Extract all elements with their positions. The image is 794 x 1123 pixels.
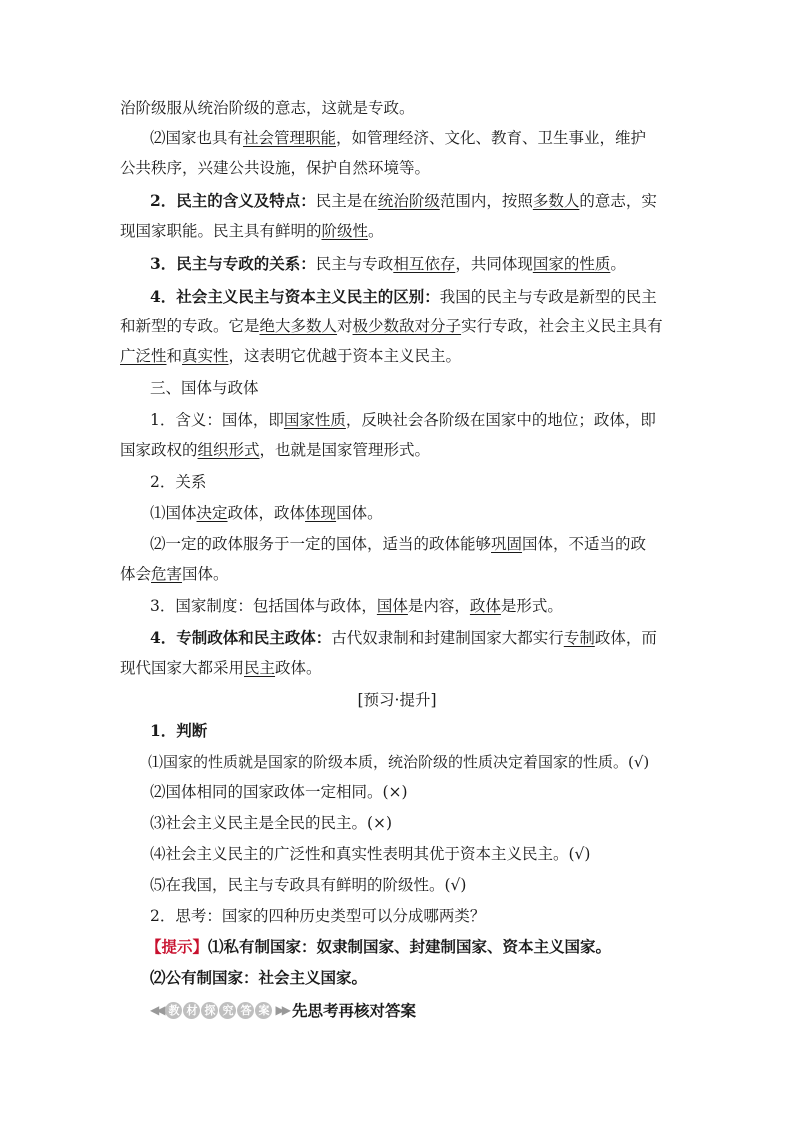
section-heading: 三、国体与政体 [150, 379, 259, 397]
banner-text: 先思考再核对答案 [291, 1002, 416, 1020]
section-label-preview: [预习·提升] [357, 691, 437, 709]
underlined-term: 决定 [196, 504, 228, 522]
paragraph-line: 现代国家大都采用民主政体。 [120, 659, 322, 677]
paragraph-line: ⑵国家也具有社会管理职能，如管理经济、文化、教育、卫生事业，维护 [150, 129, 647, 147]
point-heading: 2．民主的含义及特点： [150, 191, 316, 210]
paragraph-line: 公共秩序，兴建公共设施，保护自然环境等。 [120, 159, 431, 177]
paragraph-line: ⑵一定的政体服务于一定的国体，适当的政体能够巩固国体，不适当的政 [150, 535, 647, 553]
point-heading: 3．民主与专政的关系： [150, 254, 316, 273]
paragraph-line: 4．社会主义民主与资本主义民主的区别：我国的民主与专政是新型的民主 [150, 287, 657, 306]
paragraph-line: 体会危害国体。 [120, 565, 229, 583]
point-heading: 4．专制政体和民主政体： [150, 628, 332, 647]
double-chevron-right-icon: ▶▶ [275, 1003, 288, 1017]
underlined-term: 广泛性 [120, 347, 167, 365]
underlined-term: 政体 [469, 597, 501, 615]
underlined-term: 真实性 [182, 347, 229, 365]
hint-label: 【提示】 [146, 937, 209, 956]
underlined-term: 统治阶级 [377, 192, 440, 210]
underlined-term: 阶级性 [321, 222, 369, 240]
underlined-term: 相互依存 [393, 255, 456, 273]
judgement-item: ⑸在我国，民主与专政具有鲜明的阶级性。(√) [150, 876, 467, 894]
hint-line: 【提示】⑴私有制国家：奴隶制国家、封建制国家、资本主义国家。 [146, 937, 612, 956]
underlined-term: 多数人 [532, 192, 580, 210]
paragraph-line: 国家政权的组织形式，也就是国家管理形式。 [120, 441, 431, 459]
underlined-term: 极少数敌对分子 [352, 317, 462, 335]
paragraph-line: 3．民主与专政的关系：民主与专政相互依存，共同体现国家的性质。 [150, 254, 626, 273]
judgement-item: ⑷社会主义民主的广泛性和真实性表明其优于资本主义民主。(√) [150, 845, 591, 863]
judgement-item: ⑴国家的性质就是国家的阶级本质，统治阶级的性质决定着国家的性质。(√) [148, 753, 650, 771]
underlined-term: 民主 [244, 659, 276, 677]
question-heading: 1．判断 [150, 721, 208, 740]
underlined-term: 专制 [563, 629, 595, 647]
paragraph-line: 4．专制政体和民主政体：古代奴隶制和封建制国家大都实行专制政体，而 [150, 628, 657, 647]
paragraph-line: 3．国家制度：包括国体与政体，国体是内容，政体是形式。 [150, 597, 563, 615]
underlined-term: 组织形式 [197, 441, 260, 459]
underlined-term: 危害 [151, 565, 183, 583]
underlined-term: 国家性质 [283, 411, 346, 429]
hint-line: ⑵公有制国家：社会主义国家。 [150, 968, 368, 987]
double-chevron-left-icon: ◀◀ [150, 1003, 163, 1017]
underlined-term: 国体 [376, 597, 408, 615]
paragraph-line: 2．关系 [150, 473, 207, 491]
answer-banner [150, 1000, 416, 1020]
question-heading: 2．思考：国家的四种历史类型可以分成哪两类？ [150, 907, 486, 925]
judgement-item: ⑵国体相同的国家政体一定相同。(×) [150, 783, 408, 801]
paragraph-line: 治阶级服从统治阶级的意志，这就是专政。 [120, 99, 415, 117]
underlined-term: 国家的性质 [532, 255, 611, 273]
banner-badge: 教 材 探 究 答 案 [165, 1002, 273, 1019]
underlined-term: 社会管理职能 [243, 129, 337, 147]
paragraph-line: ⑴国体决定政体，政体体现国体。 [150, 504, 383, 522]
judgement-item: ⑶社会主义民主是全民的民主。(×) [150, 814, 393, 832]
underlined-term: 绝大多数人 [259, 317, 338, 335]
paragraph-line: 现国家职能。民主具有鲜明的阶级性。 [120, 222, 384, 240]
paragraph-line: 1．含义：国体，即国家性质，反映社会各阶级在国家中的地位；政体，即 [150, 411, 656, 429]
paragraph-line: 2．民主的含义及特点：民主是在统治阶级范围内，按照多数人的意志，实 [150, 191, 657, 210]
point-heading: 4．社会主义民主与资本主义民主的区别： [150, 287, 440, 306]
underlined-term: 体现 [305, 504, 337, 522]
paragraph-line: 和新型的专政。它是绝大多数人对极少数敌对分子实行专政，社会主义民主具有 [120, 317, 663, 335]
paragraph-line: 广泛性和真实性，这表明它优越于资本主义民主。 [120, 347, 462, 365]
underlined-term: 巩固 [491, 535, 523, 553]
